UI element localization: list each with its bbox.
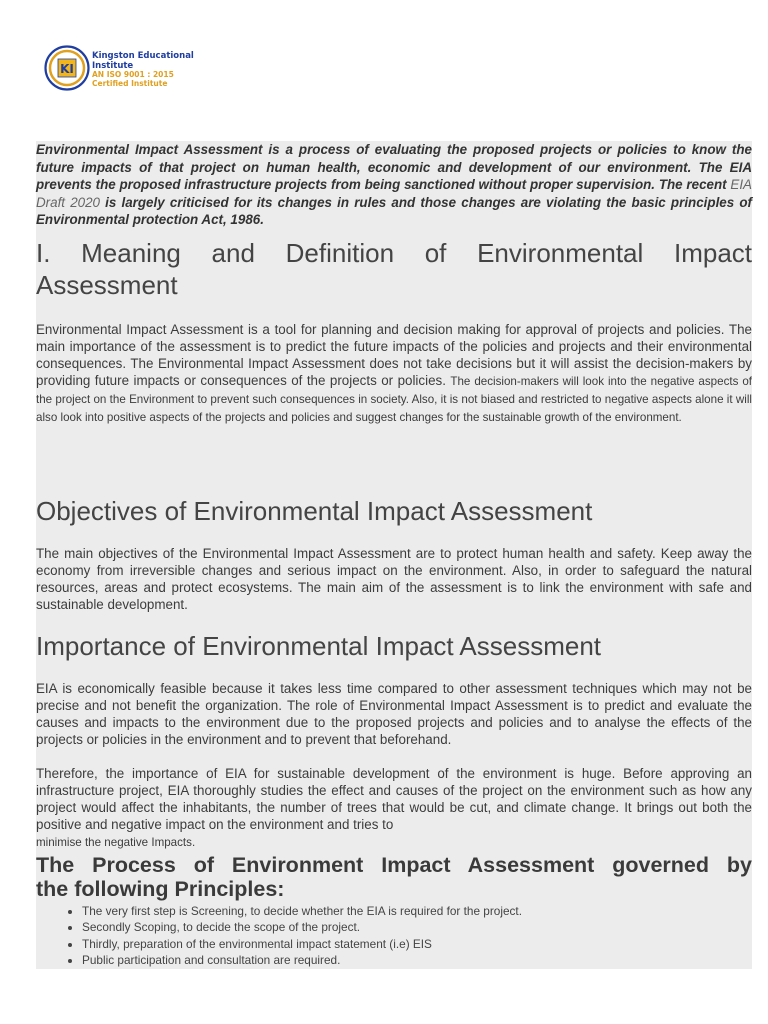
list-item: • The very first step is Screening, to decide whether the EIA is required for the project. (82, 903, 752, 919)
meaning-heading-line2: Assessment (36, 269, 178, 300)
process-heading (36, 853, 752, 901)
eia-draft-link[interactable]: EIA Draft 2020 (36, 177, 752, 210)
intro-text-end: is largely criticised for its changes in rules and those changes are violating the basic principles of Environmental protection Act, 1986. (36, 194, 752, 228)
importance-paragraph-2-main: Therefore, the importance of EIA for sustainable development of the environment is huge. Before approving an infrastructure project, EIA thoroughly studies the effect and causes of the project on the environment such as how any project would affect the inhabitants, the number of trees that would be cut, and climate change. It brings out both the positive and negative impact on the environment and tries to (36, 765, 752, 832)
logo-name-line2: Institute (92, 60, 134, 71)
list-item: • Thirdly, preparation of the environmental impact statement (i.e) EIS (82, 936, 752, 952)
intro-text-start: Environmental Impact Assessment is a process of evaluating the proposed projects or policies to know the future impacts of that project on human health, economic and development of our environment. The EIA prevents the proposed infrastructure projects from being sanctioned without proper supervision. The recent (36, 142, 752, 193)
process-heading-line2: the following Principles: (36, 876, 285, 901)
logo-certification-line1: AN ISO 9001 : 2015 (92, 70, 174, 79)
intro-paragraph (36, 141, 752, 229)
logo-certification-line2: Certified Institute (92, 78, 168, 88)
meaning-heading-line1: I. Meaning and Definition of Environmental Impact (36, 237, 752, 268)
meaning-paragraph-small: The decision-makers will look into the negative aspects of the project on the Environment to prevent such consequences in society. Also, it is not biased and restricted to negative aspects alone it will also look into positive aspects of the projects and policies and suggest changes for the sustainable growth of the environment. (36, 374, 752, 424)
principles-list (36, 903, 752, 969)
list-item: • Secondly Scoping, to decide the scope of the project. (82, 919, 752, 935)
importance-paragraph-2-small: minimise the negative Impacts. (36, 835, 196, 849)
importance-paragraph-1: EIA is economically feasible because it takes less time compared to other assessment techniques which may not be precise and not benefit the organization. The role of Environmental Impact Assessment is to predict and evaluate the causes and impacts to the environment due to the proposed projects and policies and to analyse the effects of the projects or policies in the environment and to prevent that beforehand. (36, 680, 752, 747)
objectives-heading: Objectives of Environmental Impact Assessment (36, 495, 593, 526)
logo-seal-icon (44, 45, 90, 91)
objectives-paragraph: The main objectives of the Environmental Impact Assessment are to protect human health and safety. Keep away the economy from irreversible changes and serious impact on the environment. Also, in order to safeguard the natural resources, areas and protect ecosystems. The main aim of the assessment is to link the environment with safe and sustainable development. (36, 545, 752, 612)
list-item: • Public participation and consultation are required. (82, 952, 752, 968)
importance-heading: Importance of Environmental Impact Assessment (36, 630, 602, 661)
importance-paragraph-2 (36, 765, 752, 851)
meaning-heading (36, 237, 752, 301)
process-heading-line1: The Process of Environment Impact Assessment governed by (36, 852, 752, 877)
meaning-paragraph (36, 321, 752, 426)
logo-name-line1: Kingston Educational (92, 51, 194, 61)
institute-logo (44, 45, 204, 97)
logo-wordmark (92, 52, 194, 88)
document-body (36, 141, 752, 969)
meaning-paragraph-main: Environmental Impact Assessment is a tool for planning and decision making for approval of projects and policies. The main importance of the assessment is to predict the future impacts of the policies and projects and their environmental consequences. The Environmental Impact Assessment does not take decisions but it will assist the decision-makers by providing future impacts or consequences of the projects or policies. (36, 321, 752, 388)
logo-seal-text: KI (60, 62, 74, 76)
